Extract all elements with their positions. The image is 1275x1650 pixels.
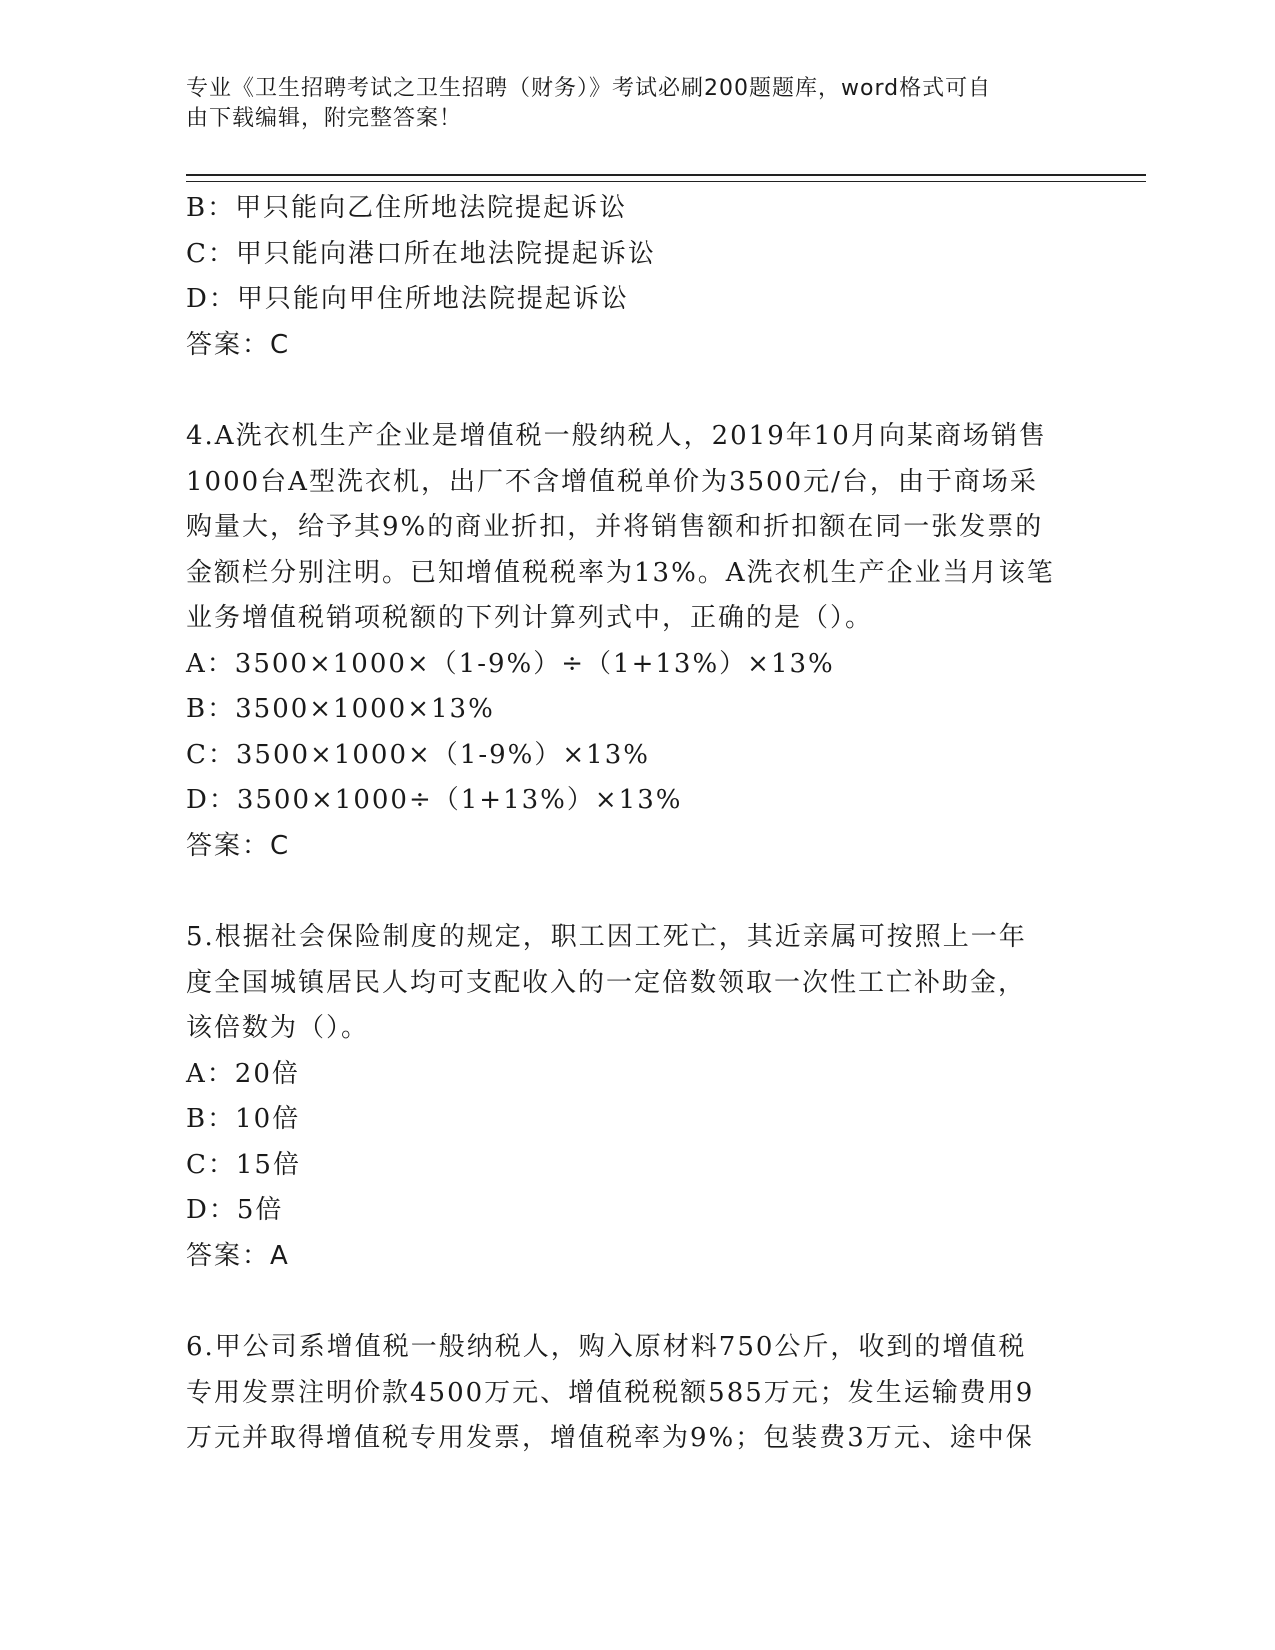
option-d: D：甲只能向甲住所地法院提起诉讼 <box>186 284 629 314</box>
question-5 <box>186 915 1066 1279</box>
header-divider-thin <box>186 181 1146 182</box>
spacer <box>186 368 1066 414</box>
option-d: D：5倍 <box>186 1195 284 1225</box>
spacer <box>186 869 1066 915</box>
document-header <box>186 74 1066 134</box>
option-b: B：10倍 <box>186 1104 301 1134</box>
option-a: A：3500×1000×（1-9%）÷（1+13%）×13% <box>186 648 835 679</box>
question-stem-line: 金额栏分别注明。已知增值税税率为13%。A洗衣机生产企业当月该笔 <box>186 557 1055 588</box>
option-c: C：甲只能向港口所在地法院提起诉讼 <box>186 238 656 269</box>
question-stem-line: 专用发票注明价款4500万元、增值税税额585万元；发生运输费用9 <box>186 1377 1035 1408</box>
option-c: C：3500×1000×（1-9%）×13% <box>186 739 650 770</box>
question-3-tail <box>186 186 1066 368</box>
option-b: B：甲只能向乙住所地法院提起诉讼 <box>186 193 628 223</box>
spacer <box>186 1279 1066 1325</box>
question-stem-line: 度全国城镇居民人均可支配收入的一定倍数领取一次性工亡补助金， <box>186 967 1027 998</box>
option-c: C：15倍 <box>186 1149 301 1180</box>
question-stem-line: 6.甲公司系增值税一般纳税人，购入原材料750公斤，收到的增值税 <box>186 1332 1027 1362</box>
option-d: D：3500×1000÷（1+13%）×13% <box>186 785 683 815</box>
question-6 <box>186 1325 1066 1462</box>
answer-line: 答案：C <box>186 830 291 861</box>
option-a: A：20倍 <box>186 1058 300 1089</box>
header-divider-thick <box>186 174 1146 176</box>
question-4 <box>186 414 1066 869</box>
question-stem-line: 万元并取得增值税专用发票，增值税率为9%；包装费3万元、途中保 <box>186 1423 1034 1453</box>
question-stem-line: 该倍数为（）。 <box>186 1013 370 1043</box>
option-b: B：3500×1000×13% <box>186 694 495 724</box>
document-body <box>186 186 1066 1462</box>
question-stem-line: 购量大，给予其9%的商业折扣，并将销售额和折扣额在同一张发票的 <box>186 512 1044 542</box>
question-stem-line: 1000台A型洗衣机，出厂不含增值税单价为3500元/台，由于商场采 <box>186 466 1038 497</box>
header-line-1: 专业《卫生招聘考试之卫生招聘（财务）》考试必刷200题题库，word格式可自 <box>186 76 992 101</box>
question-stem-line: 5.根据社会保险制度的规定，职工因工死亡，其近亲属可按照上一年 <box>186 922 1027 952</box>
answer-line: 答案：C <box>186 329 291 360</box>
answer-line: 答案：A <box>186 1240 290 1271</box>
header-line-2: 由下载编辑，附完整答案！ <box>186 106 463 131</box>
question-stem-line: 业务增值税销项税额的下列计算列式中，正确的是（）。 <box>186 603 874 633</box>
question-stem-line: 4.A洗衣机生产企业是增值税一般纳税人，2019年10月向某商场销售 <box>186 421 1047 451</box>
